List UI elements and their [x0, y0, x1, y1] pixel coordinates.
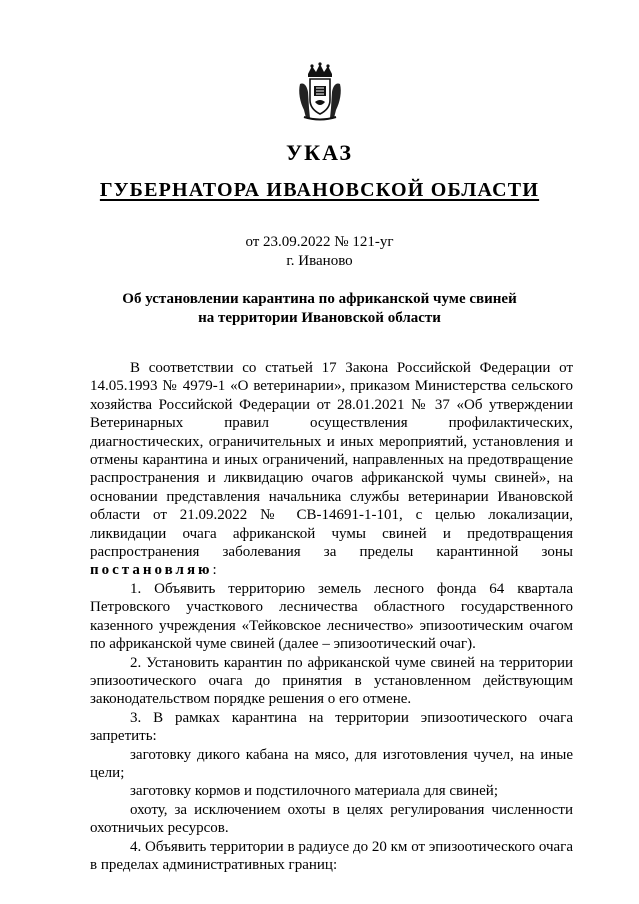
- decree-colon: :: [212, 562, 217, 579]
- decree-subject: [0, 290, 639, 328]
- item-3-sub-3: охоту, за исключением охоты в целях регулирования численности охотничьих ресурсов.: [90, 801, 573, 837]
- subject-line-1: Об установлении карантина по африканской чуме свиней: [122, 291, 517, 307]
- subject-line-2: на территории Ивановской области: [198, 310, 441, 326]
- item-1: 1. Объявить территорию земель лесного фонда 64 квартала Петровского участкового лесничества областного государственного казенного учреждения «Тейковское лесничество» эпизоотическим очагом по африканской чуме свиней (далее – эпизоотический очаг).: [90, 580, 573, 653]
- decree-meta: [0, 233, 639, 271]
- item-4: 4. Объявить территории в радиусе до 20 км от эпизоотического очага в пределах административных границ:: [90, 838, 573, 873]
- decree-body: [90, 359, 573, 874]
- item-3-sub-1: заготовку дикого кабана на мясо, для изготовления чучел, на иные цели;: [90, 746, 573, 781]
- decree-city: г. Иваново: [286, 253, 353, 269]
- issuer-title: ГУБЕРНАТОРА ИВАНОВСКОЙ ОБЛАСТИ: [99, 179, 540, 201]
- item-3-sub-2: заготовку кормов и подстилочного материала для свиней;: [130, 783, 498, 800]
- document-title: УКАЗ: [285, 140, 354, 165]
- item-3: 3. В рамках карантина на территории эпизоотического очага запретить:: [90, 709, 573, 745]
- coat-of-arms-icon: [298, 62, 342, 122]
- decree-date-number: от 23.09.2022 № 121-уг: [245, 234, 394, 250]
- preamble-text: В соответствии со статьей 17 Закона Российской Федерации от 14.05.1993 № 4979-1 «О ветеринарии», приказом Министерства сельского хозяйства Российской Федерации от 28.01.2021 № 37 «Об утверждении Ветеринарных правил осуществления профилактических, диагностических, ограничительных и иных мероприятий, установления и отмены карантина и иных ограничений, направленных на предотвращение распространения и ликвидацию очагов африканской чумы свиней», на основании представления начальника службы ветеринарии Ивановской области от 21.09.2022 № СВ-14691-1-101, с целью локализации, ликвидации очага африканской чумы свиней и предотвращения распространения заболевания за пределы карантинной зоны: [90, 360, 573, 561]
- decree-keyword: постановляю: [90, 562, 213, 579]
- item-2: 2. Установить карантин по африканской чуме свиней на территории эпизоотического очага до принятия в установленном действующим законодательством порядке решения о его отмене.: [90, 654, 573, 708]
- preamble-paragraph: [90, 359, 573, 580]
